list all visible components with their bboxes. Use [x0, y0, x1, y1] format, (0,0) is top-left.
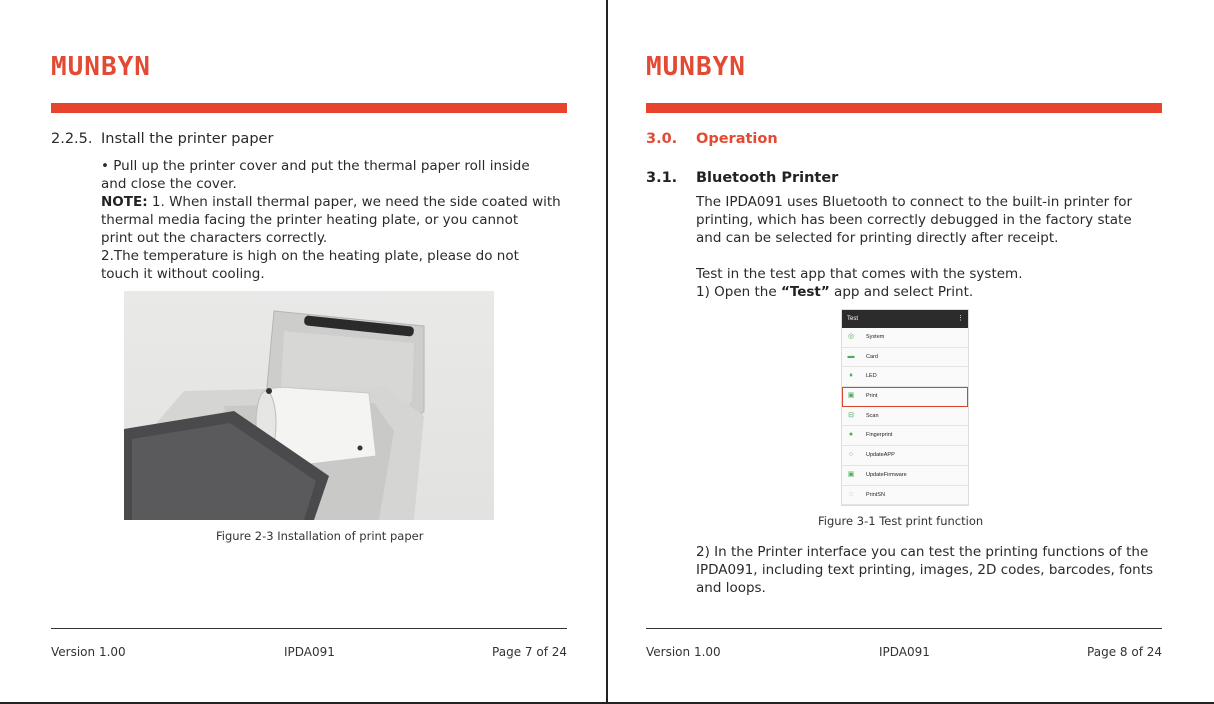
menu-item-label: PrintSN	[866, 491, 885, 498]
footer-rule	[646, 628, 1162, 629]
menu-item-printsn[interactable]	[842, 486, 968, 506]
scan-icon: ⊟	[848, 411, 854, 419]
app-toolbar	[842, 310, 968, 328]
footer-rule	[51, 628, 567, 629]
menu-item-label: Card	[866, 353, 878, 360]
menu-item-led[interactable]	[842, 367, 968, 387]
sync-icon: ◌	[848, 490, 854, 498]
note-text: 1. When install thermal paper, we need the side coated with	[147, 194, 561, 210]
step-1-app-name: “Test”	[780, 284, 830, 300]
refresh-icon: ○	[848, 451, 854, 459]
body-line: The IPDA091 uses Bluetooth to connect to the built-in printer for	[696, 194, 1133, 210]
gear-icon: ◎	[847, 333, 855, 340]
menu-item-label: System	[866, 334, 885, 340]
body-line: 2) In the Printer interface you can test the printing functions of the	[696, 544, 1149, 560]
body-line: printing, which has been correctly debugged in the factory state	[696, 212, 1132, 228]
brand-logo: MUNBYN	[51, 52, 151, 82]
figure-caption: Figure 3-1 Test print function	[818, 514, 984, 528]
menu-item-label: UpdateFirmware	[866, 471, 907, 478]
note-label: NOTE:	[101, 194, 148, 210]
brand-logo: MUNBYN	[646, 52, 746, 82]
body-line: • Pull up the printer cover and put the thermal paper roll inside	[101, 158, 530, 174]
page-8	[608, 0, 1214, 704]
header-bar	[646, 103, 1162, 113]
header-bar	[51, 103, 567, 113]
body-line: touch it without cooling.	[101, 266, 265, 282]
section-title: Install the printer paper	[101, 131, 274, 147]
note-line	[101, 193, 561, 211]
section-number: 3.0.	[646, 131, 678, 147]
menu-item-label: Scan	[866, 412, 879, 419]
fingerprint-icon: ●	[848, 431, 854, 439]
footer-model: IPDA091	[879, 645, 930, 659]
step-1	[696, 283, 973, 301]
subsection-number: 3.1.	[646, 170, 678, 186]
menu-item-print[interactable]	[842, 387, 968, 407]
body-line: Test in the test app that comes with the system.	[696, 266, 1023, 282]
body-line: 2.The temperature is high on the heating plate, please do not	[101, 248, 519, 264]
menu-item-card[interactable]	[842, 348, 968, 368]
body-line: and can be selected for printing directly after receipt.	[696, 230, 1059, 246]
footer-version: Version 1.00	[646, 645, 721, 659]
menu-item-scan[interactable]	[842, 407, 968, 427]
section-number: 2.2.5.	[51, 131, 93, 147]
body-line: thermal media facing the printer heating plate, or you cannot	[101, 212, 519, 228]
menu-item-label: LED	[866, 373, 877, 380]
overflow-menu-icon: ⋮	[957, 315, 964, 322]
test-app-screenshot	[841, 309, 969, 506]
subsection-title: Bluetooth Printer	[696, 170, 839, 186]
menu-item-system[interactable]	[842, 328, 968, 348]
footer-page-number: Page 8 of 24	[1087, 645, 1162, 659]
step-1-suffix: app and select Print.	[829, 284, 974, 300]
menu-item-fingerprint[interactable]	[842, 426, 968, 446]
body-line: and close the cover.	[101, 176, 237, 192]
printer-paper-photo	[124, 291, 494, 520]
figure-caption: Figure 2-3 Installation of print paper	[216, 529, 424, 543]
footer-model: IPDA091	[284, 645, 335, 659]
body-line: IPDA091, including text printing, images, 2D codes, barcodes, fonts	[696, 562, 1154, 578]
menu-item-updateapp[interactable]	[842, 446, 968, 466]
menu-item-label: UpdateAPP	[866, 452, 895, 459]
chip-icon: ▣	[847, 470, 855, 478]
body-line: and loops.	[696, 580, 766, 596]
menu-item-updatefirmware[interactable]	[842, 466, 968, 486]
section-title: Operation	[696, 131, 778, 147]
body-line: print out the characters correctly.	[101, 230, 328, 246]
bulb-icon: ♦	[849, 372, 853, 380]
page-7	[0, 0, 606, 704]
card-icon: ▬	[847, 352, 855, 360]
footer-page-number: Page 7 of 24	[492, 645, 567, 659]
menu-item-label: Fingerprint	[866, 432, 893, 439]
printer-icon: ▣	[847, 392, 855, 400]
app-title: Test	[847, 316, 859, 322]
menu-item-label: Print	[866, 393, 878, 400]
footer-version: Version 1.00	[51, 645, 126, 659]
menu-list	[842, 328, 968, 505]
step-1-prefix: 1) Open the	[696, 284, 781, 300]
